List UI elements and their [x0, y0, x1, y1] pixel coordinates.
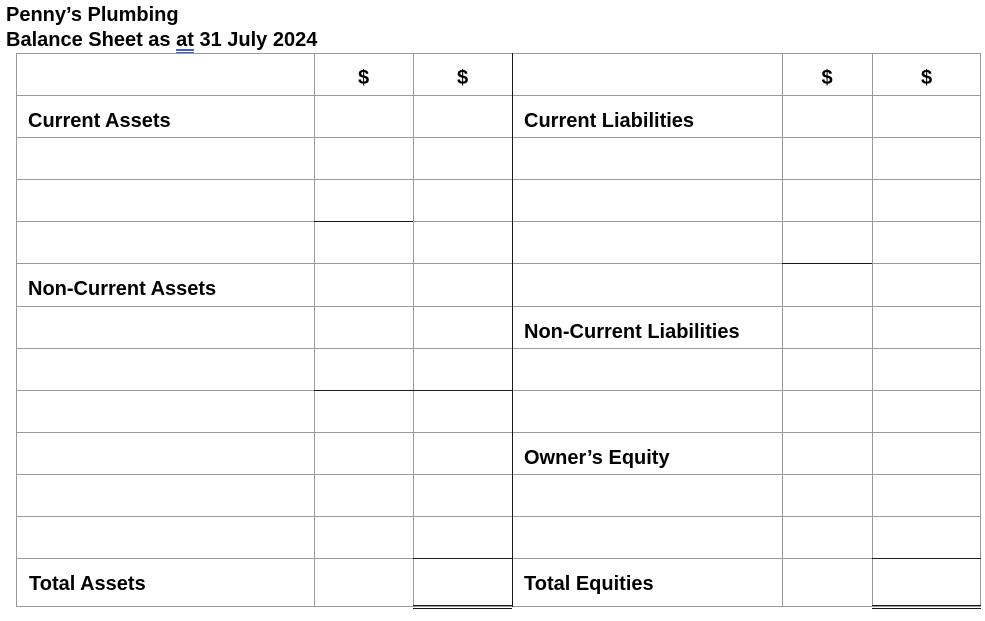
statement-title-underlined-word: at: [176, 29, 194, 51]
row-border: [16, 53, 981, 54]
asset-amount-column-2-header: $: [456, 67, 469, 89]
current-liabilities-heading: Current Liabilities: [524, 110, 695, 132]
column-border: [314, 53, 315, 607]
liability-amount-column-1-header: $: [821, 67, 833, 89]
row-border: [16, 179, 981, 180]
row-border: [16, 516, 981, 517]
row-border: [16, 95, 981, 96]
total-assets-label: Total Assets: [29, 573, 146, 595]
subtotal-rule: [314, 390, 512, 391]
row-border: [16, 348, 981, 349]
owners-equity-heading: Owner’s Equity: [524, 447, 670, 469]
column-border: [782, 53, 783, 607]
subtotal-rule: [314, 221, 413, 222]
row-border: [16, 306, 981, 307]
non-current-liabilities-heading: Non-Current Liabilities: [524, 321, 740, 343]
statement-title-prefix: Balance Sheet as: [6, 29, 177, 51]
column-border: [512, 53, 513, 607]
total-double-rule: [413, 605, 512, 606]
subtotal-rule: [782, 263, 872, 264]
column-border: [413, 53, 414, 607]
total-rule-top: [413, 558, 512, 559]
asset-amount-column-1-header: $: [357, 67, 370, 89]
non-current-assets-heading: Non-Current Assets: [28, 278, 217, 300]
column-border: [872, 53, 873, 607]
current-assets-heading: Current Assets: [28, 110, 171, 132]
statement-title-suffix: 31 July 2024: [193, 29, 318, 51]
row-border: [16, 432, 981, 433]
column-border: [16, 53, 17, 607]
liability-amount-column-2-header: $: [920, 67, 933, 89]
row-border: [16, 606, 981, 607]
statement-title: [6, 28, 317, 52]
total-double-rule: [872, 608, 981, 609]
column-border: [980, 53, 981, 607]
total-double-rule: [872, 605, 981, 606]
balance-sheet-table: [16, 53, 981, 607]
total-rule-top: [872, 558, 981, 559]
total-equities-label: Total Equities: [524, 573, 654, 595]
total-double-rule: [413, 608, 512, 609]
row-border: [16, 474, 981, 475]
business-name: Penny’s Plumbing: [6, 4, 179, 26]
row-border: [16, 137, 981, 138]
row-border: [16, 221, 981, 222]
